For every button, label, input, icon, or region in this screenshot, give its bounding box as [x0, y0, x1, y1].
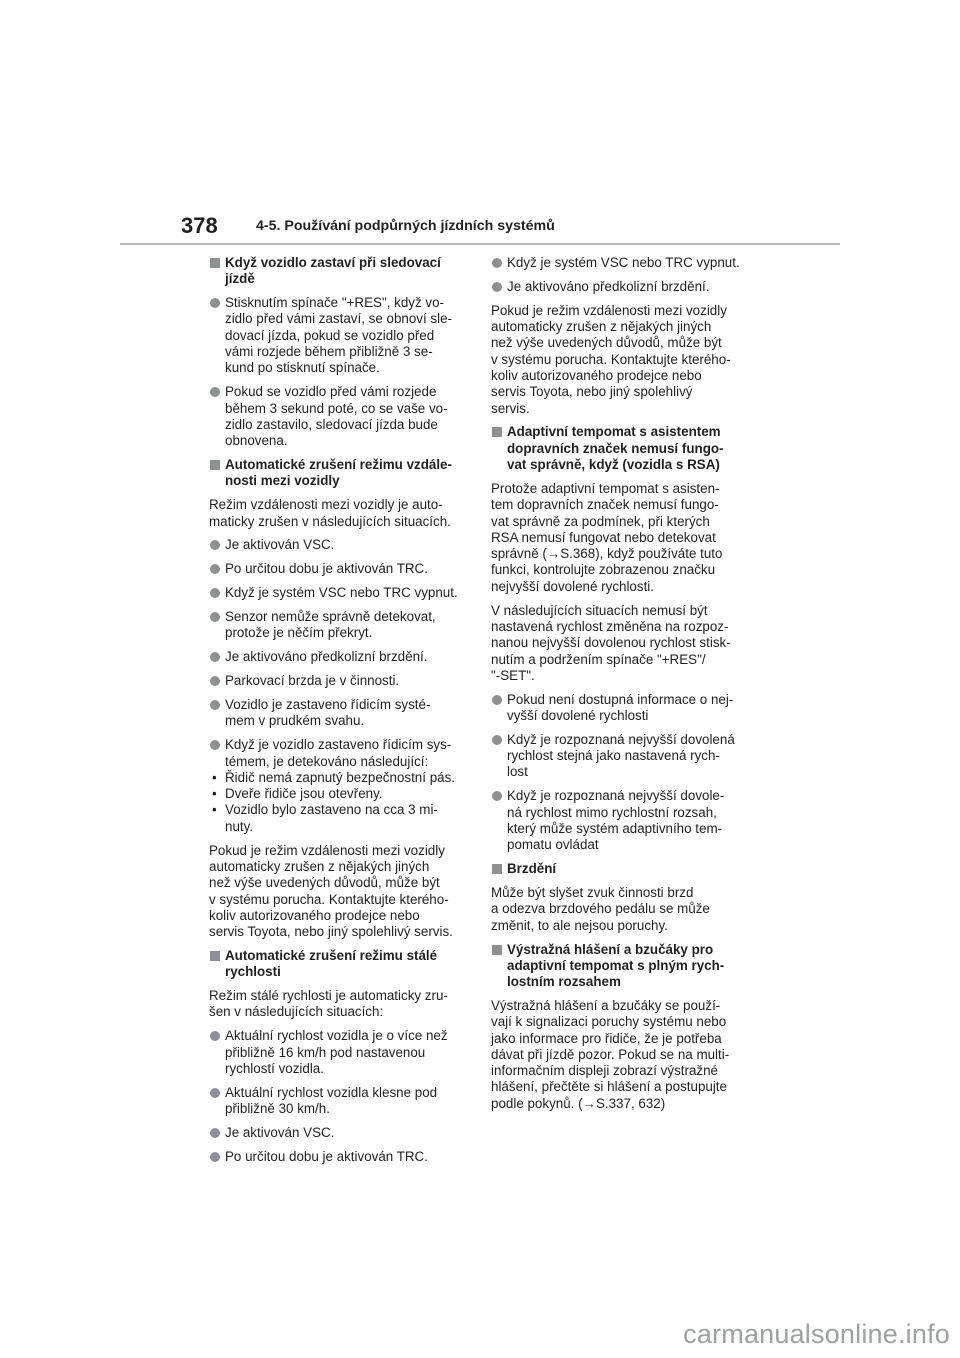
round-bullet-icon: [210, 740, 220, 750]
section-braking: [491, 861, 753, 877]
list-item-with-sublist: [209, 737, 467, 835]
square-bullet-icon: [492, 945, 502, 955]
list-item: Aktuální rychlost vozidla klesne pod přibližně 30 km/h.: [209, 1085, 467, 1118]
sub-list-item: • Dveře řidiče jsou otevřeny.: [212, 786, 383, 802]
square-bullet-icon: [492, 864, 502, 874]
sub-list: [209, 770, 467, 835]
square-bullet-icon: [210, 460, 220, 470]
section-title: Když vozidlo zastaví při sledovací jízdě: [225, 255, 441, 287]
list-item: Vozidlo je zastaveno řídicím systé- mem v prudkém svahu.: [209, 697, 467, 730]
section-warnings: [491, 942, 753, 991]
sub-list-item: • Vozidlo bylo zastaveno na cca 3 mi- nuty.: [212, 802, 438, 834]
left-column: [209, 255, 467, 1173]
watermark: carmanualsonline.info: [683, 1319, 950, 1349]
dot-bullet-icon: •: [212, 802, 217, 818]
list-item: Když je vozidlo zastaveno řídicím sys- témem, je detekováno následující:: [209, 737, 467, 770]
section-title: Automatické zrušení režimu vzdále- nosti mezi vozidly: [225, 457, 452, 489]
paragraph: Pokud je režim vzdálenosti mezi vozidly automaticky zrušen z nějakých jiných než výše uvedených důvodů, může být v systému porucha. Kontaktujte kterého- koliv autorizovaného prodejce nebo servis Toyota, nebo jiný spolehlivý servis.: [209, 842, 453, 940]
round-bullet-icon: [210, 676, 220, 686]
paragraph: Režim vzdálenosti mezi vozidly je auto- maticky zrušen v následujících situacích.: [209, 497, 451, 529]
round-bullet-icon: [210, 564, 220, 574]
header-rule: [120, 243, 840, 245]
square-bullet-icon: [210, 951, 220, 961]
paragraph: Režim stálé rychlosti je automaticky zru- šen v následujících situacích:: [209, 988, 448, 1020]
paragraph: Výstražná hlášení a bzučáky se použí- vají k signalizaci poruchy systému nebo jako informace pro řidiče, že je potřeba dávat při jízdě pozor. Pokud se na multi- informačním displeji zobrazí výstražné hlášení, přečtěte si hlášení a postupujte podle pokynů. (→S.337, 632): [491, 998, 730, 1111]
list-item: Je aktivováno předkolizní brzdění.: [209, 649, 467, 665]
section-stop-during-follow: [209, 255, 467, 288]
page-number: 378: [181, 213, 218, 238]
list-item: Je aktivován VSC.: [209, 1125, 467, 1141]
dot-bullet-icon: •: [212, 786, 217, 802]
square-bullet-icon: [210, 258, 220, 268]
list-item: Když je systém VSC nebo TRC vypnut.: [491, 255, 753, 271]
list-item: Pokud není dostupná informace o nej- vyšší dovolené rychlosti: [491, 692, 753, 725]
round-bullet-icon: [492, 282, 502, 292]
round-bullet-icon: [210, 1152, 220, 1162]
list-item: Když je systém VSC nebo TRC vypnut.: [209, 585, 467, 601]
section-title: Brzdění: [507, 861, 557, 877]
round-bullet-icon: [492, 258, 502, 268]
round-bullet-icon: [210, 588, 220, 598]
section-title: Automatické zrušení režimu stálé rychlosti: [225, 948, 438, 980]
list-item: Senzor nemůže správně detekovat, protože je něčím překryt.: [209, 609, 467, 642]
chapter-title: 4-5. Používání podpůrných jízdních systémů: [256, 218, 555, 234]
round-bullet-icon: [210, 652, 220, 662]
paragraph: Pokud je režim vzdálenosti mezi vozidly automaticky zrušen z nějakých jiných než výše uvedených důvodů, může být v systému porucha. Kontaktujte kterého- koliv autorizovaného prodejce nebo servis Toyota, nebo jiný spolehlivý servis.: [491, 302, 731, 416]
sub-list-item: • Řidič nemá zapnutý bezpečnostní pás.: [212, 769, 456, 785]
section-title: Výstražná hlášení a bzučáky pro adaptivní tempomat s plným rych- lostním rozsahem: [507, 941, 725, 990]
square-bullet-icon: [492, 427, 502, 437]
right-column: [491, 255, 753, 1120]
list-item: Je aktivováno předkolizní brzdění.: [491, 279, 753, 295]
round-bullet-icon: [492, 791, 502, 801]
section-title: Adaptivní tempomat s asistentem dopravních značek nemusí fungo- vat správně, když (vozidla s RSA): [507, 424, 724, 473]
section-rsa: [491, 424, 753, 473]
round-bullet-icon: [210, 298, 220, 308]
paragraph: V následujících situacích nemusí být nastavená rychlost změněna na rozpoz- nanou nejvyšší dovolenou rychlost stisk- nutím a podržením spínače "+RES"/ "-SET".: [491, 602, 731, 683]
list-item: Pokud se vozidlo před vámi rozjede během 3 sekund poté, co se vaše vo- zidlo zastavilo, sledovací jízda bude obnovena.: [209, 384, 467, 449]
round-bullet-icon: [492, 695, 502, 705]
list-item: Po určitou dobu je aktivován TRC.: [209, 1149, 467, 1165]
paragraph: Může být slyšet zvuk činnosti brzd a odezva brzdového pedálu se může změnit, to ale nejsou poruchy.: [491, 885, 710, 933]
round-bullet-icon: [210, 700, 220, 710]
section-auto-cancel-distance-mode: [209, 457, 467, 490]
round-bullet-icon: [210, 1088, 220, 1098]
list-item: Když je rozpoznaná nejvyšší dovolená rychlost stejná jako nastavená rych- lost: [491, 732, 753, 781]
list-item: Aktuální rychlost vozidla je o více než přibližně 16 km/h pod nastavenou rychlostí vozidla.: [209, 1028, 467, 1077]
round-bullet-icon: [210, 1031, 220, 1041]
round-bullet-icon: [492, 735, 502, 745]
list-item: Když je rozpoznaná nejvyšší dovole- ná rychlost mimo rychlostní rozsah, který může systém adaptivního tem- pomatu ovládat: [491, 788, 753, 853]
dot-bullet-icon: •: [212, 769, 217, 785]
round-bullet-icon: [210, 540, 220, 550]
section-auto-cancel-constant-speed: [209, 948, 467, 981]
list-item: Je aktivován VSC.: [209, 537, 467, 553]
round-bullet-icon: [210, 612, 220, 622]
round-bullet-icon: [210, 387, 220, 397]
round-bullet-icon: [210, 1128, 220, 1138]
list-item: Po určitou dobu je aktivován TRC.: [209, 561, 467, 577]
list-item: Parkovací brzda je v činnosti.: [209, 673, 467, 689]
paragraph: Protože adaptivní tempomat s asisten- tem dopravních značek nemusí fungo- vat správně za podmínek, při kterých RSA nemusí fungovat nebo detekovat správně (→S.368), když používáte tuto funkci, kontrolujte zobrazenou značku nejvyšší dovolené rychlosti.: [491, 480, 723, 594]
list-item: Stisknutím spínače "+RES", když vo- zidlo před vámi zastaví, se obnoví sle- dovací jízda, pokud se vozidlo před vámi rozjede během přibližně 3 se- kund po stisknutí spínače.: [209, 295, 467, 376]
